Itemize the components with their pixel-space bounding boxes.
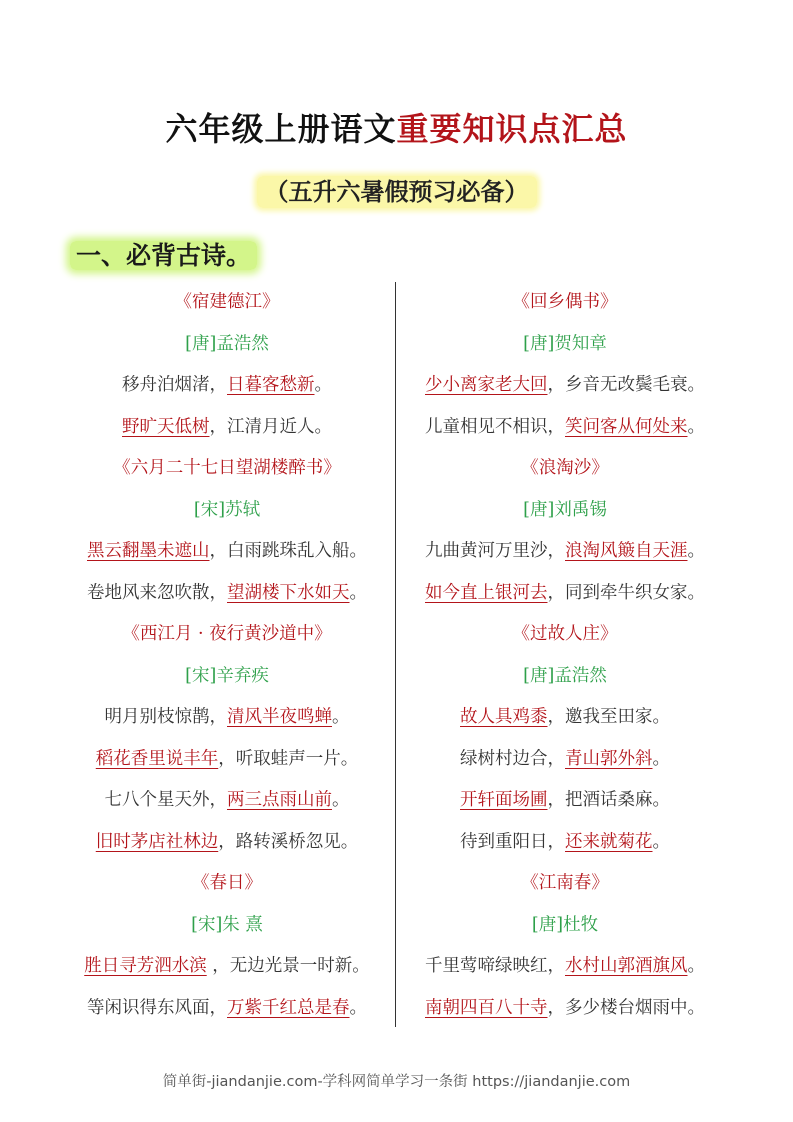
poem-line-text: 绿树村边合， <box>460 748 565 769</box>
page-subtitle <box>0 172 793 207</box>
poem-block <box>62 282 392 448</box>
poem-author: [唐]贺知章 <box>523 333 607 354</box>
poem-line-highlight: 还来就菊花 <box>565 831 653 852</box>
poem-block <box>62 863 392 1029</box>
section-heading-text: 一、必背古诗。 <box>70 241 257 270</box>
poem-line-highlight: 清风半夜鸣蝉 <box>227 707 332 727</box>
poem-line-text: ，邀我至田家。 <box>547 707 670 727</box>
poem-line-text: 明月别枝惊鹊， <box>104 707 227 727</box>
poem-block <box>62 448 392 614</box>
poem-line-text: 移舟泊烟渚， <box>122 375 227 395</box>
poem-author: [宋]朱 熹 <box>191 914 263 935</box>
poem-line <box>62 531 392 573</box>
poem-title: 《江南春》 <box>521 873 609 893</box>
poem-author: [宋]辛弃疾 <box>185 665 269 686</box>
poem-author: [宋]苏轼 <box>193 499 261 520</box>
poem-line <box>400 365 730 407</box>
poem-line-text: 。 <box>687 541 705 561</box>
poem-line-text: 七八个星天外， <box>104 790 227 810</box>
poem-title: 《西江月 · 夜行黄沙道中》 <box>122 624 332 644</box>
poem-line-text: 。 <box>332 790 350 810</box>
poem-line <box>400 407 730 449</box>
poem-line-highlight: 万紫千红总是春 <box>227 997 350 1018</box>
poem-line <box>400 822 730 864</box>
title-part-2-highlight: 重要知识点汇总 <box>396 110 628 148</box>
poem-line-text: 待到重阳日， <box>460 831 565 852</box>
poem-line-text: 千里莺啼绿映红， <box>425 956 565 976</box>
poem-line-text: ，把酒话桑麻。 <box>547 790 670 810</box>
poem-line <box>400 697 730 739</box>
poem-title: 《过故人庄》 <box>512 624 618 644</box>
poem-line <box>62 780 392 822</box>
poem-line <box>400 988 730 1030</box>
poem-line-text: 儿童相见不相识， <box>425 416 565 437</box>
poem-line <box>62 573 392 615</box>
poem-line-highlight: 稻花香里说丰年 <box>95 748 219 769</box>
poem-line-highlight: 日暮客愁新 <box>227 375 315 395</box>
poem-line-text: ，无边光景一时新。 <box>206 956 370 976</box>
poem-line <box>62 822 392 864</box>
poem-line <box>62 365 392 407</box>
poem-line <box>400 739 730 781</box>
poem-block <box>62 614 392 863</box>
page-footer: 简单街-jiandanjie.com-学科网简单学习一条街 https://jiandanjie.com <box>162 1074 631 1090</box>
poem-line-highlight: 水村山郭酒旗风 <box>565 956 688 976</box>
poem-line-text: 。 <box>687 416 705 437</box>
poem-line-highlight: 胜日寻芳泗水滨 <box>84 956 207 976</box>
poem-line-text: 。 <box>314 375 332 395</box>
poem-line-text: 。 <box>652 748 670 769</box>
column-divider <box>395 282 396 1027</box>
poem-line-highlight: 望湖楼下水如天 <box>227 582 350 603</box>
poem-line-text: 等闲识得东风面， <box>87 997 227 1018</box>
poem-line <box>62 697 392 739</box>
poem-title: 《春日》 <box>192 873 262 893</box>
poem-line-highlight: 野旷天低树 <box>122 416 210 437</box>
poem-line-highlight: 南朝四百八十寺 <box>425 997 548 1018</box>
poem-line <box>400 946 730 988</box>
poem-line-highlight: 少小离家老大回 <box>425 375 548 395</box>
poem-line-text: ，听取蛙声一片。 <box>218 748 359 769</box>
poem-title: 《六月二十七日望湖楼醉书》 <box>113 458 341 478</box>
poem-block <box>400 863 730 1029</box>
poem-line-highlight: 故人具鸡黍 <box>460 707 548 727</box>
poem-title: 《宿建德江》 <box>174 292 280 312</box>
poem-line-highlight: 开轩面场圃 <box>460 790 548 810</box>
poem-line <box>62 407 392 449</box>
poem-line-text: 九曲黄河万里沙， <box>425 541 565 561</box>
poem-line-highlight: 青山郭外斜 <box>565 748 653 769</box>
poem-line-text: ，乡音无改鬓毛衰。 <box>547 375 705 395</box>
poem-title: 《浪淘沙》 <box>521 458 609 478</box>
poem-author: [唐]孟浩然 <box>185 333 269 354</box>
left-poem-column <box>62 282 392 1029</box>
poem-line <box>62 988 392 1030</box>
page-title <box>0 104 793 150</box>
poem-line-highlight: 浪淘风簸自天涯 <box>565 541 688 561</box>
poem-title: 《回乡偶书》 <box>512 292 618 312</box>
subtitle-text: （五升六暑假预习必备） <box>257 176 537 208</box>
right-poem-column <box>400 282 730 1029</box>
poem-line <box>400 531 730 573</box>
poem-line-highlight: 两三点雨山前 <box>227 790 332 810</box>
poem-line-text: 卷地风来忽吹散， <box>87 582 227 603</box>
poem-line-highlight: 如今直上银河去 <box>425 582 548 603</box>
poem-line-text: ，路转溪桥忽见。 <box>218 831 359 852</box>
poem-line-text: 。 <box>652 831 670 852</box>
poem-line <box>62 946 392 988</box>
poem-author: [唐]刘禹锡 <box>523 499 607 520</box>
poem-line-text: 。 <box>349 997 367 1018</box>
poem-line-highlight: 笑问客从何处来 <box>565 416 688 437</box>
poem-block <box>400 282 730 448</box>
poem-line-text: 。 <box>349 582 367 603</box>
poem-line-highlight: 旧时茅店社林边 <box>95 831 219 852</box>
poem-line-text: ，白雨跳珠乱入船。 <box>209 541 367 561</box>
poem-block <box>400 614 730 863</box>
poem-author: [唐]杜牧 <box>531 914 599 935</box>
title-part-1: 六年级上册语文 <box>165 110 397 148</box>
poem-line <box>62 739 392 781</box>
poem-line <box>400 780 730 822</box>
poem-line <box>400 573 730 615</box>
poem-block <box>400 448 730 614</box>
poem-line-text: ，多少楼台烟雨中。 <box>547 997 705 1018</box>
poem-line-text: 。 <box>687 956 705 976</box>
poem-line-highlight: 黑云翻墨未遮山 <box>87 541 210 561</box>
poem-line-text: ，江清月近人。 <box>209 416 332 437</box>
poem-line-text: 。 <box>332 707 350 727</box>
section-heading <box>70 236 257 272</box>
poem-author: [唐]孟浩然 <box>523 665 607 686</box>
poem-line-text: ，同到牵牛织女家。 <box>547 582 705 603</box>
